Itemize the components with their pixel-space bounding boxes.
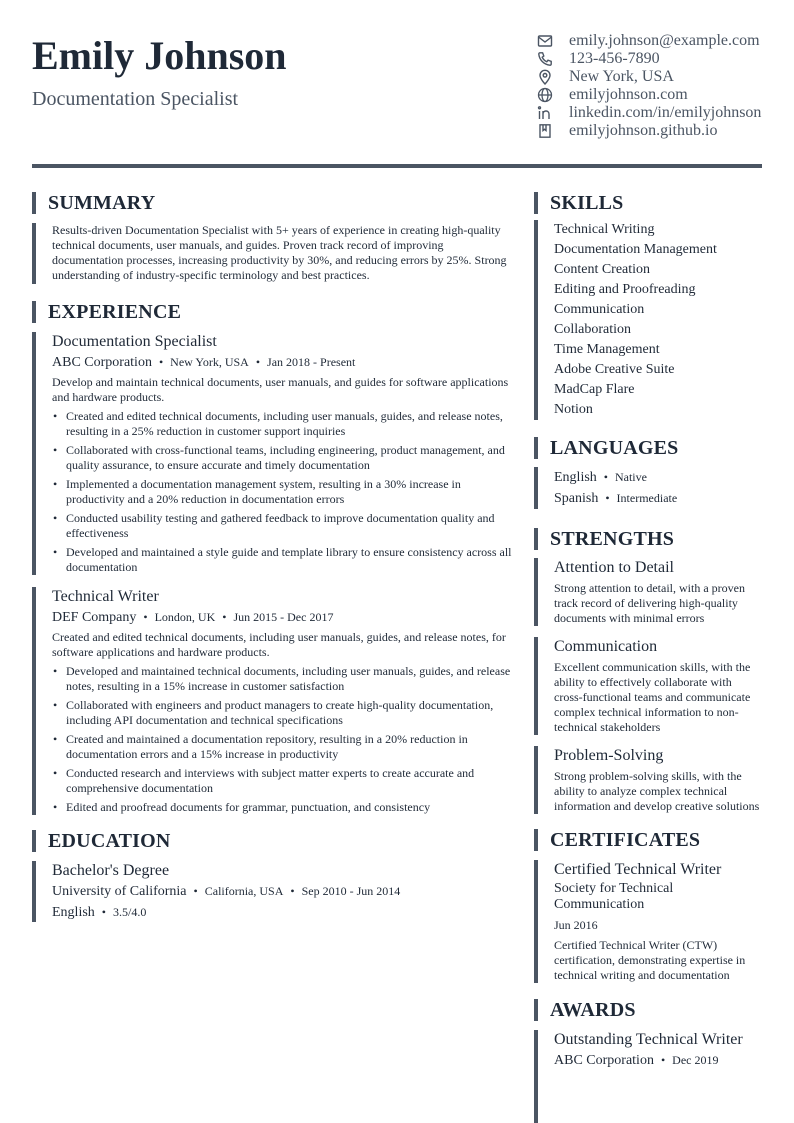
contact-email-text[interactable]: emily.johnson@example.com xyxy=(569,32,760,49)
list-item: • Created and maintained a documentation repository, resulting in a 20% reduction in documentation errors and a 15% increase in productivity xyxy=(52,732,512,762)
job-meta xyxy=(52,608,512,627)
separator-dot: • xyxy=(605,491,610,505)
strength-entry xyxy=(534,746,762,814)
skill-item: Notion xyxy=(554,402,593,417)
skill-item: Collaboration xyxy=(554,322,631,337)
separator-dot: • xyxy=(143,610,148,624)
language-name: English xyxy=(554,470,597,485)
list-item: • Implemented a documentation management system, resulting in a 30% increase in productivity and a 20% reduction in documentation errors xyxy=(52,477,512,507)
job-meta xyxy=(52,353,512,372)
job-description: Created and edited technical documents, including user manuals, guides, and release notes, for software applications and hardware products. xyxy=(52,630,506,659)
education-entry xyxy=(32,861,512,922)
candidate-name: Emily Johnson xyxy=(32,33,287,78)
list-item: • Conducted usability testing and gathered feedback to improve documentation quality and effectiveness xyxy=(52,511,512,541)
contact-list xyxy=(536,32,776,140)
separator-dot: • xyxy=(603,470,608,484)
skill-item: Documentation Management xyxy=(554,242,717,257)
strength-title: Problem-Solving xyxy=(554,747,664,764)
education-gpa: 3.5/4.0 xyxy=(112,905,147,919)
contact-github-text[interactable]: emilyjohnson.github.io xyxy=(569,122,718,139)
list-item: • Conducted research and interviews with subject matter experts to create accurate and comprehensive documentation xyxy=(52,766,512,796)
separator-dot: • xyxy=(101,905,106,919)
contact-location xyxy=(536,68,776,86)
skill-item: Technical Writing xyxy=(554,222,655,237)
experience-entry xyxy=(32,587,512,815)
globe-icon xyxy=(536,86,554,104)
job-company: ABC Corporation xyxy=(52,355,152,370)
certificate-description: Certified Technical Writer (CTW) certification, demonstrating expertise in technical writing and documentation xyxy=(554,938,746,982)
section-title-strengths: STRENGTHS xyxy=(534,528,762,550)
skill-item: Content Creation xyxy=(554,262,651,277)
language-level: Intermediate xyxy=(616,491,678,505)
certificate-title: Certified Technical Writer xyxy=(554,861,722,878)
education-degree: Bachelor's Degree xyxy=(52,862,170,879)
list-item: • Collaborated with engineers and product managers to create high-quality documentation, including API documentation and technical specifications xyxy=(52,698,512,728)
job-title: Documentation Specialist xyxy=(52,333,217,350)
contact-linkedin[interactable] xyxy=(536,104,776,122)
language-item xyxy=(554,467,762,488)
education-school: University of California xyxy=(52,884,187,899)
contact-email[interactable] xyxy=(536,32,776,50)
job-location: New York, USA xyxy=(170,355,249,369)
job-achievements xyxy=(52,409,512,575)
languages-list xyxy=(534,467,762,509)
github-icon xyxy=(536,122,554,140)
strength-entry xyxy=(534,637,762,735)
section-title-education: EDUCATION xyxy=(32,830,512,852)
job-dates: Jun 2015 - Dec 2017 xyxy=(233,610,334,624)
award-meta xyxy=(554,1051,762,1070)
education-location: California, USA xyxy=(204,884,284,898)
separator-dot: • xyxy=(290,884,295,898)
skill-item: MadCap Flare xyxy=(554,382,635,397)
list-item: • Collaborated with cross-functional teams, including engineering, product management, and quality assurance, to ensure accurate and timely documentation xyxy=(52,443,512,473)
separator-dot: • xyxy=(158,355,164,369)
phone-icon xyxy=(536,50,554,68)
strength-description: Strong problem-solving skills, with the ability to analyze complex technical information and develop creative solutions xyxy=(554,769,760,813)
experience-entry xyxy=(32,332,512,575)
list-item: • Edited and proofread documents for grammar, punctuation, and consistency xyxy=(52,800,512,815)
job-company: DEF Company xyxy=(52,610,137,625)
language-level: Native xyxy=(614,470,647,484)
separator-dot: • xyxy=(660,1053,666,1067)
summary-section xyxy=(32,223,512,284)
contact-website[interactable] xyxy=(536,86,776,104)
separator-dot: • xyxy=(193,884,198,898)
header-divider xyxy=(32,164,762,168)
section-title-skills: SKILLS xyxy=(534,192,762,214)
language-name: Spanish xyxy=(554,491,599,506)
main-column xyxy=(32,192,512,922)
strength-description: Excellent communication skills, with the ability to effectively collaborate with cross-functional teams and communicate complex technical information to non-technical stakeholders xyxy=(554,660,751,734)
contact-phone-text[interactable]: 123-456-7890 xyxy=(569,50,660,67)
job-dates: Jan 2018 - Present xyxy=(267,355,356,369)
award-entry xyxy=(534,1030,762,1123)
section-title-certificates: CERTIFICATES xyxy=(534,829,762,851)
list-item: • Developed and maintained technical documents, including user manuals, guides, and release notes, resulting in a 15% increase in customer satisfaction xyxy=(52,664,512,694)
strength-description: Strong attention to detail, with a proven track record of delivering high-quality documents with minimal errors xyxy=(554,581,745,625)
education-field-row xyxy=(52,903,512,922)
job-location: London, UK xyxy=(154,610,216,624)
section-title-summary: SUMMARY xyxy=(32,192,512,214)
job-achievements xyxy=(52,664,512,815)
award-title: Outstanding Technical Writer xyxy=(554,1031,743,1048)
education-meta xyxy=(52,882,512,901)
skill-item: Time Management xyxy=(554,342,660,357)
award-date: Dec 2019 xyxy=(672,1053,719,1067)
linkedin-icon xyxy=(536,104,554,122)
language-item xyxy=(554,488,762,509)
contact-website-text[interactable]: emilyjohnson.com xyxy=(569,86,688,103)
award-issuer: ABC Corporation xyxy=(554,1053,654,1068)
mail-icon xyxy=(536,32,554,50)
resume-header xyxy=(32,32,762,152)
certificate-date: Jun 2016 xyxy=(554,918,598,932)
skill-item: Adobe Creative Suite xyxy=(554,362,675,377)
education-dates: Sep 2010 - Jun 2014 xyxy=(301,884,401,898)
contact-linkedin-text[interactable]: linkedin.com/in/emilyjohnson xyxy=(569,104,762,121)
job-description: Develop and maintain technical documents, user manuals, and guides for software applications and hardware products. xyxy=(52,375,509,404)
section-title-languages: LANGUAGES xyxy=(534,437,762,459)
separator-dot: • xyxy=(222,610,227,624)
contact-phone[interactable] xyxy=(536,50,776,68)
education-field: English xyxy=(52,905,95,920)
skill-item: Editing and Proofreading xyxy=(554,282,696,297)
job-title: Technical Writer xyxy=(52,588,159,605)
candidate-role: Documentation Specialist xyxy=(32,88,239,110)
list-item: • Created and edited technical documents, including user manuals, guides, and release notes, resulting in a 25% reduction in customer support inquiries xyxy=(52,409,512,439)
separator-dot: • xyxy=(255,355,261,369)
location-icon xyxy=(536,68,554,86)
strength-title: Communication xyxy=(554,638,658,655)
section-title-experience: EXPERIENCE xyxy=(32,301,512,323)
strength-title: Attention to Detail xyxy=(554,559,674,576)
skills-list xyxy=(534,220,762,420)
skill-item: Communication xyxy=(554,302,645,317)
side-column xyxy=(534,192,762,1123)
strength-entry xyxy=(534,558,762,626)
list-item: • Developed and maintained a style guide and template library to ensure consistency across all documentation xyxy=(52,545,512,575)
contact-github[interactable] xyxy=(536,122,776,140)
certificate-entry xyxy=(534,860,762,983)
certificate-issuer: Society for Technical Communication xyxy=(554,881,674,912)
contact-location-text: New York, USA xyxy=(569,68,674,85)
section-title-awards: AWARDS xyxy=(534,999,762,1021)
summary-text: Results-driven Documentation Specialist with 5+ years of experience in creating high-quality technical documents, user manuals, and guides. Proven track record of improving documentation processes, increasing productivity by 30%, and reducing errors by 25%. Strong understanding of industry-specific terminology and best practices. xyxy=(52,223,507,282)
